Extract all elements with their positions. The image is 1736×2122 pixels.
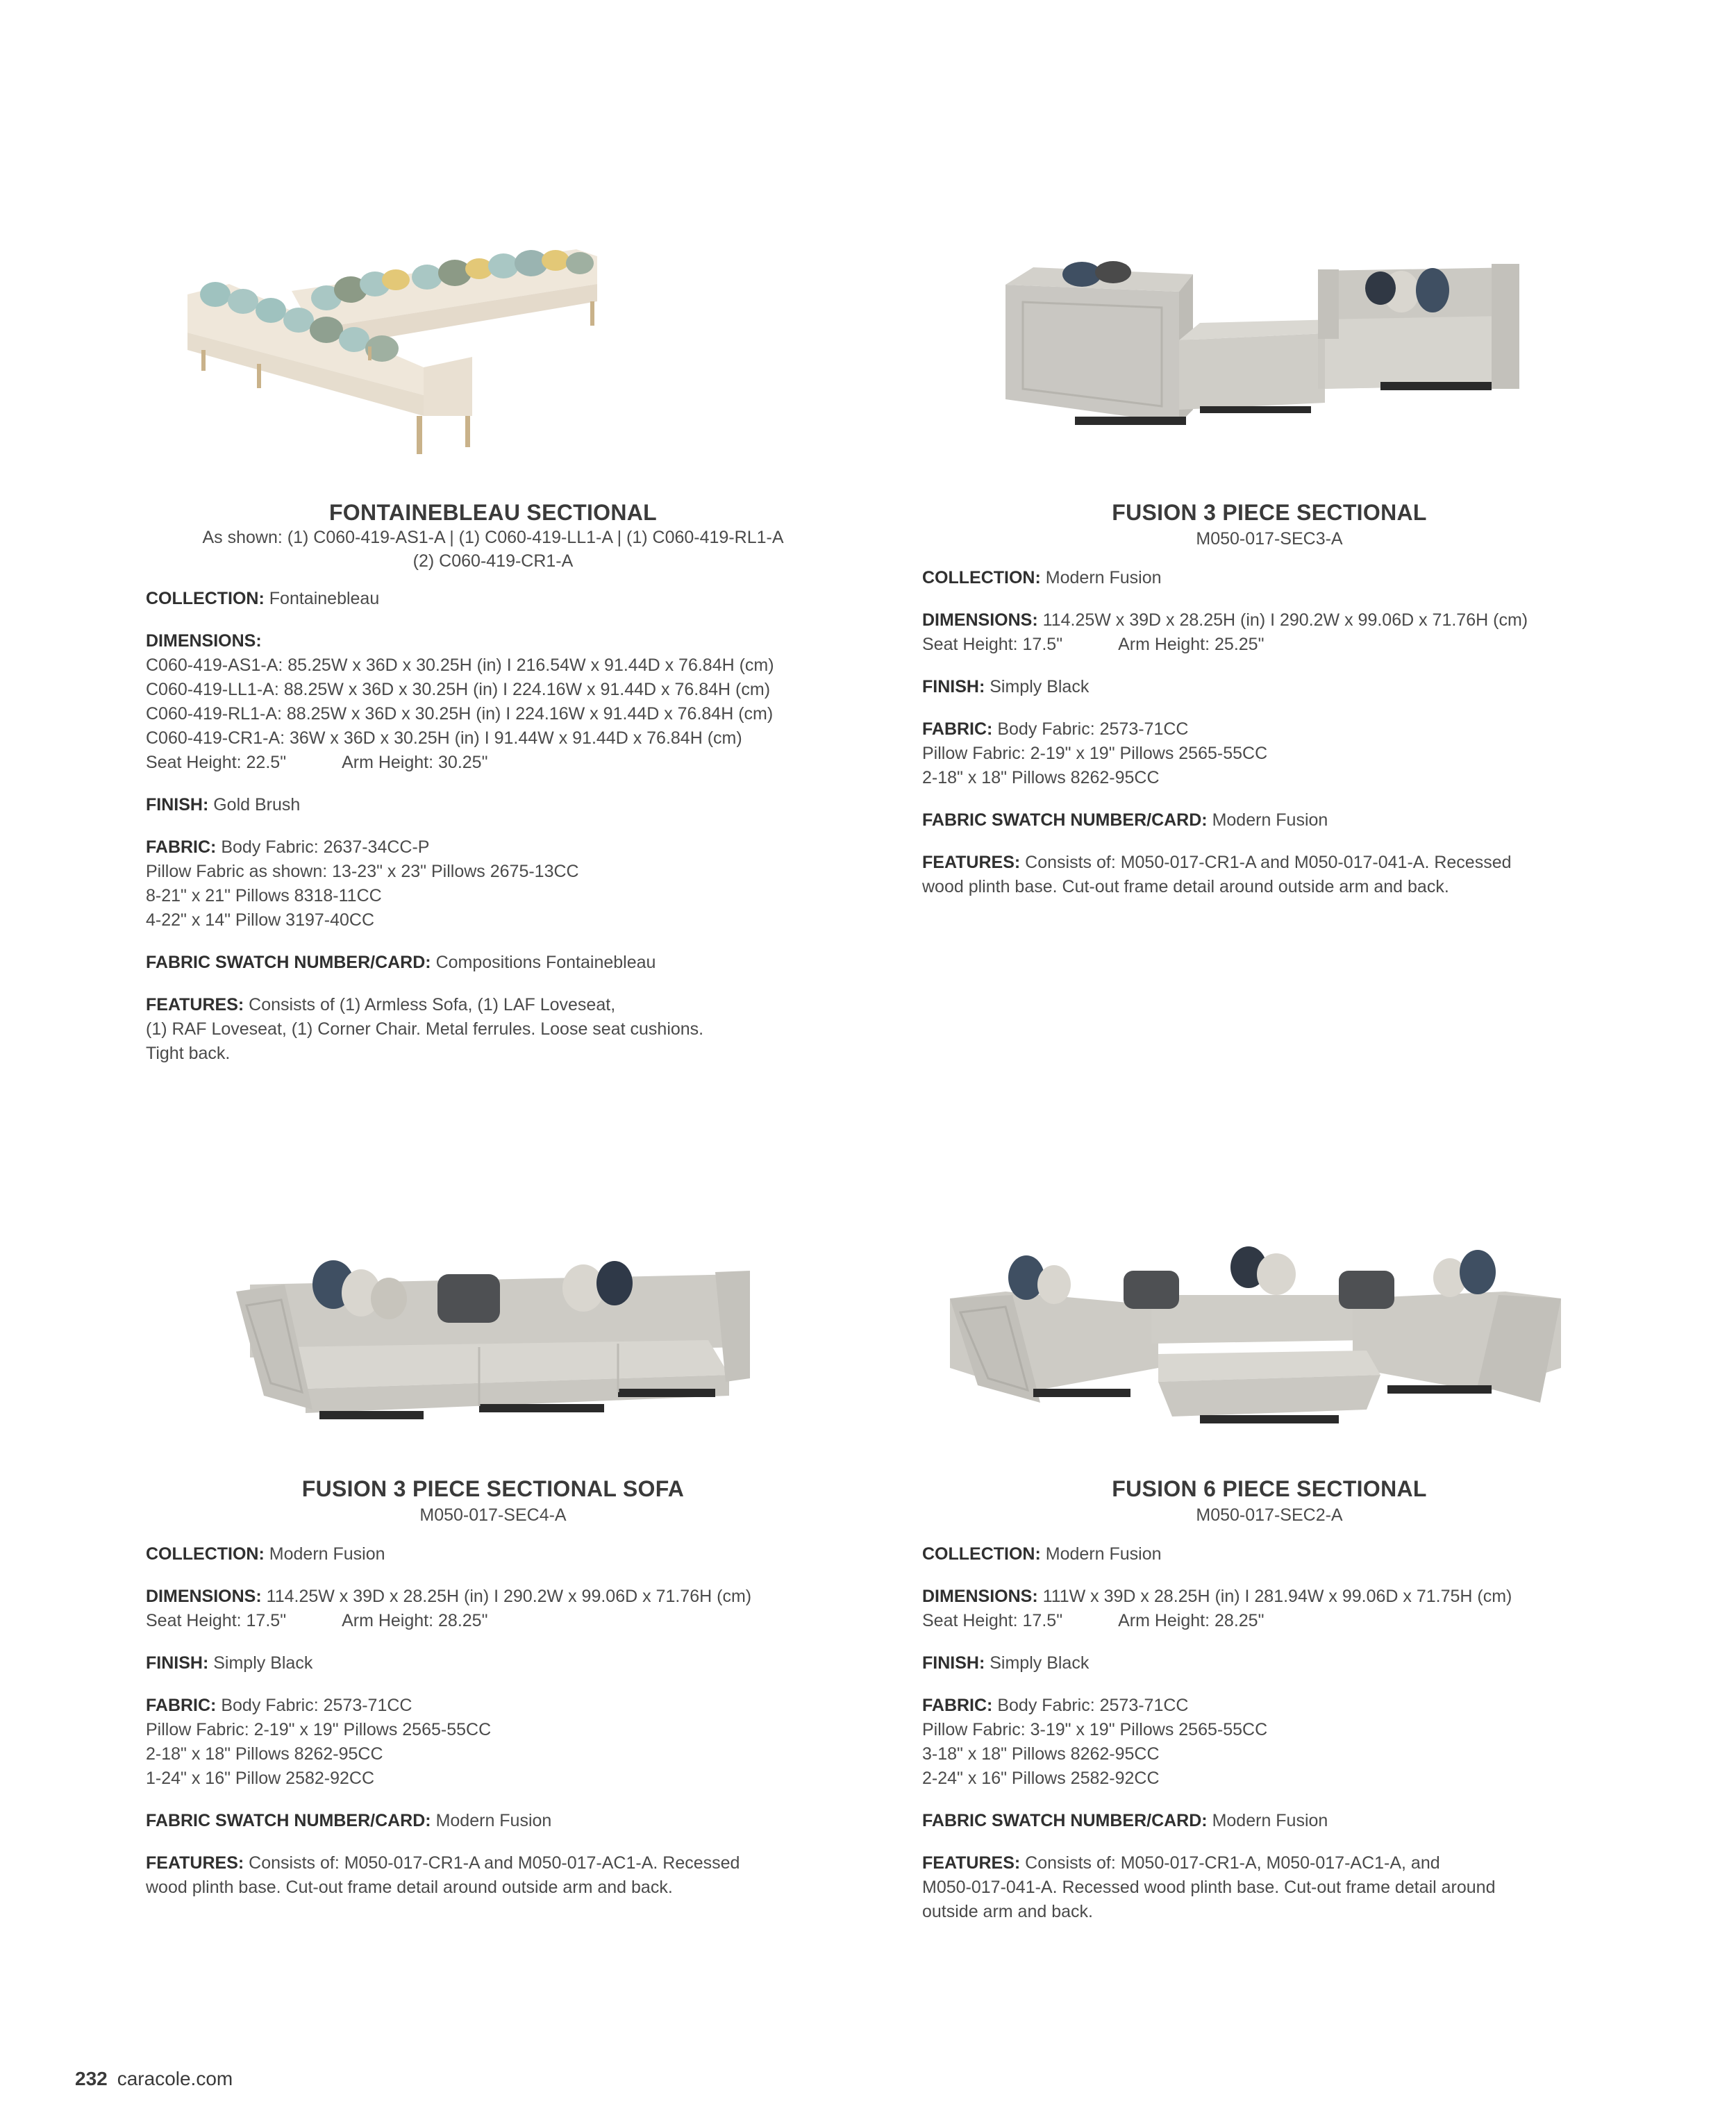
product-sku: M050-017-SEC2-A [1196,1505,1343,1525]
spec-label: DIMENSIONS: [146,1587,262,1606]
spec-label: COLLECTION: [146,1544,265,1564]
features-line: (1) RAF Loveseat, (1) Corner Chair. Metal ferrules. Loose seat cushions. [146,1019,704,1039]
fabric-spec [146,835,840,933]
finish-spec [922,1651,1617,1676]
fabric-line: 4-22" x 14" Pillow 3197-40CC [146,910,375,930]
spec-label: FINISH: [922,1653,985,1673]
spec-value: Body Fabric: 2573-71CC [997,1696,1189,1715]
spec-value: Modern Fusion [269,1544,385,1564]
footer-site-link[interactable]: caracole.com [117,2068,233,2089]
spec-value: 114.25W x 39D x 28.25H (in) I 290.2W x 99.06D x 71.76H (cm) [266,1587,752,1606]
fabric-line: Pillow Fabric: 2-19" x 19" Pillows 2565-55CC [146,1720,492,1739]
spec-label: FEATURES: [922,853,1021,872]
spec-value: Simply Black [990,677,1090,696]
spec-label: FABRIC SWATCH NUMBER/CARD: [146,1811,431,1830]
product-title: FONTAINEBLEAU SECTIONAL [328,500,658,525]
spec-value: Compositions Fontainebleau [435,953,656,972]
spec-label: FABRIC: [146,837,217,857]
spec-label: COLLECTION: [922,568,1041,587]
spec-value: Consists of: M050-017-CR1-A and M050-017-AC1-A. Recessed [249,1853,740,1873]
spec-value: Modern Fusion [1045,1544,1162,1564]
dimensions-spec [146,1585,840,1633]
fusion-6-piece-sectional-photo [950,1229,1561,1437]
fabric-line: 1-24" x 16" Pillow 2582-92CC [146,1769,375,1788]
spec-label: DIMENSIONS: [146,631,262,651]
finish-spec [146,793,840,817]
fabric-line: Pillow Fabric: 2-19" x 19" Pillows 2565-55CC [922,744,1268,763]
spec-value: Gold Brush [213,795,301,814]
features-line: wood plinth base. Cut-out frame detail around outside arm and back. [922,877,1449,896]
features-line: outside arm and back. [922,1902,1093,1921]
spec-value: Consists of: M050-017-CR1-A and M050-017-041-A. Recessed [1025,853,1512,872]
features-spec [146,1851,840,1900]
spec-value: Consists of: M050-017-CR1-A, M050-017-AC1-A, and [1025,1853,1440,1873]
spec-value: Modern Fusion [1212,810,1328,830]
spec-label: FABRIC SWATCH NUMBER/CARD: [922,1811,1208,1830]
fabric-line: 3-18" x 18" Pillows 8262-95CC [922,1744,1160,1764]
spec-value: Body Fabric: 2573-71CC [221,1696,412,1715]
arm-height: Arm Height: 28.25" [1118,1611,1265,1630]
collection-spec [146,1542,840,1567]
seat-height: Seat Height: 17.5" [146,1611,287,1630]
seat-height: Seat Height: 17.5" [922,1611,1063,1630]
spec-label: COLLECTION: [922,1544,1041,1564]
spec-value: Simply Black [213,1653,313,1673]
spec-label: FABRIC SWATCH NUMBER/CARD: [146,953,431,972]
dimension-line: C060-419-AS1-A: 85.25W x 36D x 30.25H (in) I 216.54W x 91.44D x 76.84H (cm) [146,655,774,675]
spec-label: FABRIC: [922,1696,993,1715]
fabric-spec [922,717,1617,790]
arm-height: Arm Height: 30.25" [342,753,488,772]
spec-value: Fontainebleau [269,589,380,608]
features-line: Tight back. [146,1044,231,1063]
features-line: wood plinth base. Cut-out frame detail around outside arm and back. [146,1878,673,1897]
features-spec [922,1851,1617,1924]
dimensions-spec [146,629,840,775]
product-sku: M050-017-SEC4-A [419,1505,567,1525]
spec-label: DIMENSIONS: [922,1587,1038,1606]
collection-spec [922,1542,1617,1567]
fabric-spec [146,1694,840,1791]
spec-value: Body Fabric: 2573-71CC [997,719,1189,739]
fabric-line: Pillow Fabric as shown: 13-23" x 23" Pillows 2675-13CC [146,862,579,881]
swatch-spec [922,808,1617,833]
spec-value: 114.25W x 39D x 28.25H (in) I 290.2W x 99.06D x 71.76H (cm) [1042,610,1528,630]
sku-line: As shown: (1) C060-419-AS1-A | (1) C060-419-LL1-A | (1) C060-419-RL1-A [202,528,784,547]
fabric-line: 2-18" x 18" Pillows 8262-95CC [922,768,1160,787]
swatch-spec [146,1809,840,1833]
dimension-line: C060-419-LL1-A: 88.25W x 36D x 30.25H (in) I 224.16W x 91.44D x 76.84H (cm) [146,680,771,699]
product-specs [146,1542,840,1918]
fusion-3-piece-sectional-photo [992,236,1547,444]
spec-label: FEATURES: [146,995,244,1014]
spec-value: 111W x 39D x 28.25H (in) I 281.94W x 99.06D x 71.75H (cm) [1042,1587,1512,1606]
product-specs [922,1542,1617,1942]
spec-label: FINISH: [922,677,985,696]
spec-value: Modern Fusion [1045,568,1162,587]
dimension-line: C060-419-CR1-A: 36W x 36D x 30.25H (in) I 91.44W x 91.44D x 76.84H (cm) [146,728,742,748]
product-title: FUSION 3 PIECE SECTIONAL SOFA [301,1476,685,1501]
product-specs [146,587,840,1084]
dimensions-spec [922,1585,1617,1633]
fabric-line: 2-18" x 18" Pillows 8262-95CC [146,1744,383,1764]
seat-height: Seat Height: 17.5" [922,635,1063,654]
features-spec [922,851,1617,899]
product-sku [146,528,840,571]
spec-label: DIMENSIONS: [922,610,1038,630]
product-specs [922,566,1617,917]
sku-line: (2) C060-419-CR1-A [412,551,574,571]
spec-label: FINISH: [146,795,209,814]
product-title: FUSION 3 PIECE SECTIONAL [1112,500,1427,525]
spec-label: FABRIC: [922,719,993,739]
spec-label: FABRIC: [146,1696,217,1715]
collection-spec [146,587,840,611]
product-title: FUSION 6 PIECE SECTIONAL [1112,1476,1427,1501]
features-spec [146,993,840,1066]
product-sku: M050-017-SEC3-A [1196,529,1343,549]
spec-value: Modern Fusion [435,1811,552,1830]
spec-value: Simply Black [990,1653,1090,1673]
spec-label: FABRIC SWATCH NUMBER/CARD: [922,810,1208,830]
spec-label: FINISH: [146,1653,209,1673]
fusion-3-piece-sectional-sofa-photo [229,1229,757,1437]
arm-height: Arm Height: 25.25" [1118,635,1265,654]
collection-spec [922,566,1617,590]
spec-label: FEATURES: [146,1853,244,1873]
finish-spec [146,1651,840,1676]
dimensions-spec [922,608,1617,657]
spec-value: Modern Fusion [1212,1811,1328,1830]
fabric-spec [922,1694,1617,1791]
fabric-line: 2-24" x 16" Pillows 2582-92CC [922,1769,1160,1788]
dimension-line: C060-419-RL1-A: 88.25W x 36D x 30.25H (in) I 224.16W x 91.44D x 76.84H (cm) [146,704,774,724]
spec-label: COLLECTION: [146,589,265,608]
seat-height: Seat Height: 22.5" [146,753,287,772]
fabric-line: 8-21" x 21" Pillows 8318-11CC [146,886,382,905]
spec-label: FEATURES: [922,1853,1021,1873]
swatch-spec [922,1809,1617,1833]
spec-value: Consists of (1) Armless Sofa, (1) LAF Loveseat, [249,995,616,1014]
swatch-spec [146,951,840,975]
features-line: M050-017-041-A. Recessed wood plinth base. Cut-out frame detail around [922,1878,1496,1897]
page-footer [75,2068,233,2090]
spec-value: Body Fabric: 2637-34CC-P [221,837,430,857]
page-number: 232 [75,2068,108,2089]
finish-spec [922,675,1617,699]
fontainebleau-sectional-photo [187,208,646,458]
fabric-line: Pillow Fabric: 3-19" x 19" Pillows 2565-55CC [922,1720,1268,1739]
arm-height: Arm Height: 28.25" [342,1611,488,1630]
